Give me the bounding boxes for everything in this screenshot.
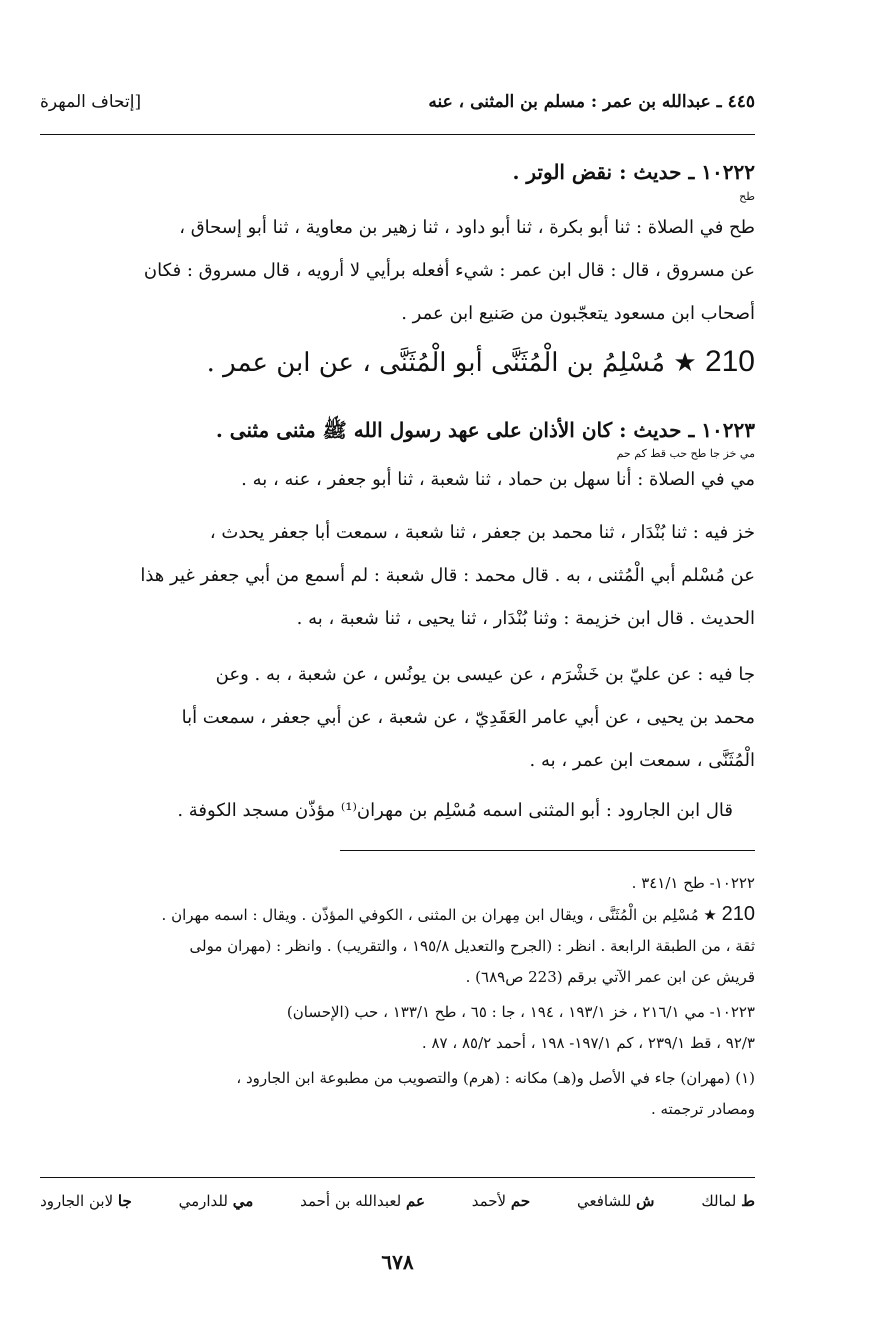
text-line: مي في الصلاة : أنا سهل بن حماد ، ثنا شعبة ، ثنا أبو جعفر ، عنه ، به . [241, 469, 755, 490]
legend-item: ط لمالك [701, 1192, 755, 1210]
text-line: عن مسروق ، قال : قال ابن عمر : شيء أفعله برأيي لا أرويه ، قال مسروق : فكان [143, 260, 755, 281]
abbreviation-legend [40, 1192, 755, 1210]
book-page [40, 0, 755, 1337]
text-line: الحديث . قال ابن خزيمة : وثنا بُنْدَار ، ثنا يحيى ، ثنا شعبة ، به . [296, 608, 755, 629]
text-line: أصحاب ابن مسعود يتعجّبون من صَنيع ابن عمر . [401, 303, 755, 324]
hadith-10223-khz [40, 511, 755, 640]
hadith-10222-title: ١٠٢٢٢ ـ حديث : نقض الوتر . [512, 160, 755, 184]
hadith-10222-source-codes: طح [739, 190, 755, 203]
narrator-210-heading [207, 345, 755, 379]
text-line: طح في الصلاة : ثنا أبو بكرة ، ثنا أبو داود ، ثنا زهير بن معاوية ، ثنا أبو إسحاق ، [179, 217, 755, 238]
legend-item: ش للشافعي [576, 1192, 655, 1210]
footnote-1-line: (١) (مهران) جاء في الأصل و(هـ) مكانه : (هرم) والتصويب من مطبوعة ابن الجارود ، [236, 1069, 755, 1087]
footnote-210 [40, 899, 755, 931]
hadith-10223-source-codes: مي خز جا طح حب قط كم حم [616, 447, 755, 460]
text-line: محمد بن يحيى ، عن أبي عامر العَقَدِيّ ، عن شعبة ، عن أبي جعفر ، سمعت أبا [181, 707, 755, 728]
footnote-10223-line: ١٠٢٢٣- مي ٢١٦/١ ، خز ١٩٣/١ ، ١٩٤ ، جا : ٦٥ ، طح ١٣٣/١ ، حب (الإحسان) [286, 1003, 755, 1021]
hadith-10223-mi [40, 458, 755, 501]
legend-item: حم لأحمد [471, 1192, 531, 1210]
book-title: [إتحاف المهرة [40, 92, 142, 112]
text-line: الْمُثَنَّى ، سمعت ابن عمر ، به . [529, 750, 755, 771]
header-rule [40, 134, 755, 135]
legend-item: مي للدارمي [178, 1192, 254, 1210]
hadith-10222-text [40, 206, 755, 335]
footnote-separator [340, 850, 755, 851]
footnote-1-line: ومصادر ترجمته . [650, 1100, 755, 1118]
footnote-210-line: ثقة ، من الطبقة الرابعة . انظر : (الجرح والتعديل ١٩٥/٨ ، والتقريب) . وانظر : (مهران مولى [189, 937, 755, 955]
text-line: قال ابن الجارود : أبو المثنى اسمه مُسْلِم بن مهران⁽¹⁾ مؤذّن مسجد الكوفة . [177, 800, 733, 821]
hadith-10223-title: ١٠٢٢٣ ـ حديث : كان الأذان على عهد رسول الله ﷺ مثنى مثنى . [215, 418, 755, 442]
legend-item: جا لابن الجارود [40, 1192, 132, 1210]
footnote-210-number: 210 [721, 903, 755, 925]
text-line: خز فيه : ثنا بُنْدَار ، ثنا محمد بن جعفر ، ثنا شعبة ، سمعت أبا جعفر يحدث ، [209, 522, 755, 543]
narrator-name: مُسْلِمُ بن الْمُثَنَّى أبو الْمُثَنَّى ، عن ابن عمر . [206, 348, 666, 378]
page-number: ٦٧٨ [381, 1250, 414, 1274]
footnote-10222: ١٠٢٢٢- طح ٣٤١/١ . [631, 874, 755, 892]
chapter-heading: ٤٤٥ ـ عبدالله بن عمر : مسلم بن المثنى ، عنه [428, 92, 755, 112]
star-icon: ★ [673, 348, 697, 378]
narrator-number: 210 [704, 345, 755, 378]
footnote-210-line: ★ مُسْلِم بن الْمُثَنَّى ، ويقال ابن مِهران بن المثنى ، الكوفي المؤذّن . ويقال : اسمه مهران . [161, 906, 717, 924]
footnote-210-line: قريش عن ابن عمر الآتي برقم (223 ص٦٨٩) . [465, 968, 755, 986]
text-line: جا فيه : عن عليّ بن خَشْرَم ، عن عيسى بن يونُس ، عن شعبة ، به . وعن [215, 664, 755, 685]
hadith-10223-ja [40, 653, 755, 782]
footnote-10223-line: ٩٢/٣ ، قط ٢٣٩/١ ، كم ١٩٧/١- ١٩٨ ، أحمد ٨٥/٢ ، ٨٧ . [421, 1034, 755, 1052]
running-header [40, 92, 755, 120]
hadith-10223-jarud [40, 789, 733, 832]
legend-rule [40, 1177, 755, 1178]
text-line: عن مُسْلم أبي الْمُثنى ، به . قال محمد : قال شعبة : لم أسمع من أبي جعفر غير هذا [140, 565, 755, 586]
legend-item: عم لعبدالله بن أحمد [300, 1192, 425, 1210]
footnotes [40, 868, 755, 1125]
